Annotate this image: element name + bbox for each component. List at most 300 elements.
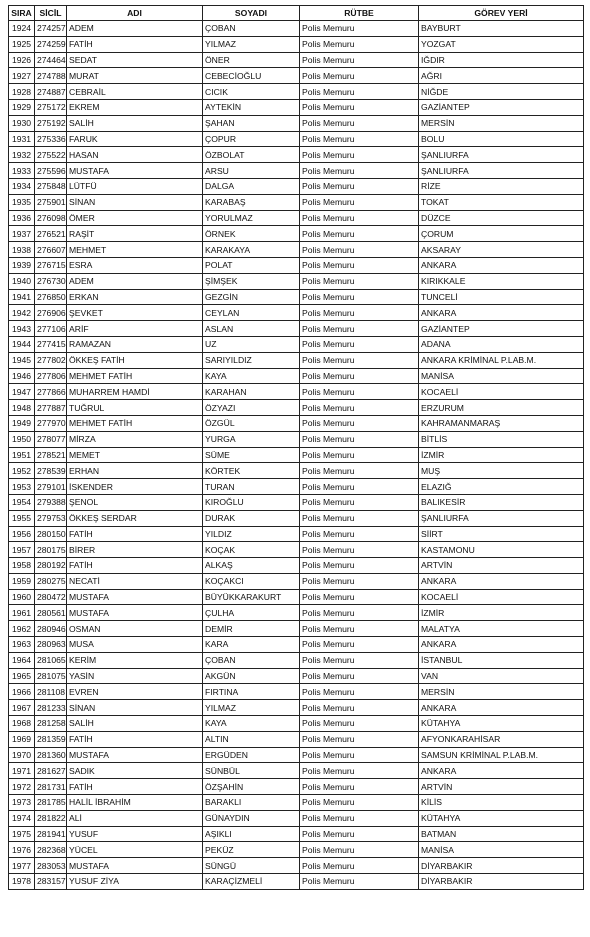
- soyadi-cell: ÇOBAN: [203, 21, 300, 37]
- sira-cell: 1976: [9, 842, 35, 858]
- table-row: [9, 447, 584, 463]
- sira-cell: 1959: [9, 573, 35, 589]
- gorev-yeri-cell: MERSİN: [419, 115, 584, 131]
- table-row: [9, 621, 584, 637]
- table-row: [9, 526, 584, 542]
- sira-cell: 1972: [9, 779, 35, 795]
- table-row: [9, 400, 584, 416]
- gorev-yeri-cell: MALATYA: [419, 621, 584, 637]
- sicil-cell: 278521: [35, 447, 67, 463]
- sicil-cell: 282368: [35, 842, 67, 858]
- adi-cell: SALİH: [67, 115, 203, 131]
- rutbe-cell: Polis Memuru: [300, 542, 419, 558]
- sira-cell: 1952: [9, 463, 35, 479]
- adi-cell: EKREM: [67, 99, 203, 115]
- sira-cell: 1929: [9, 99, 35, 115]
- soyadi-cell: ÇULHA: [203, 605, 300, 621]
- personnel-table: [8, 5, 584, 890]
- table-row: [9, 589, 584, 605]
- sira-cell: 1948: [9, 400, 35, 416]
- sicil-cell: 280150: [35, 526, 67, 542]
- sicil-cell: 281075: [35, 668, 67, 684]
- gorev-yeri-cell: ERZURUM: [419, 400, 584, 416]
- adi-cell: EVREN: [67, 684, 203, 700]
- adi-cell: ARİF: [67, 321, 203, 337]
- table-row: [9, 842, 584, 858]
- soyadi-cell: DURAK: [203, 510, 300, 526]
- sira-cell: 1951: [9, 447, 35, 463]
- rutbe-cell: Polis Memuru: [300, 400, 419, 416]
- sira-cell: 1950: [9, 431, 35, 447]
- soyadi-cell: BARAKLI: [203, 795, 300, 811]
- adi-cell: ŞENOL: [67, 494, 203, 510]
- soyadi-cell: SÜME: [203, 447, 300, 463]
- soyadi-cell: AYTEKİN: [203, 99, 300, 115]
- sira-cell: 1964: [9, 652, 35, 668]
- gorev-yeri-cell: AKSARAY: [419, 242, 584, 258]
- table-row: [9, 352, 584, 368]
- table-row: [9, 826, 584, 842]
- gorev-yeri-cell: AĞRI: [419, 68, 584, 84]
- table-row: [9, 21, 584, 37]
- gorev-yeri-cell: KİLİS: [419, 795, 584, 811]
- gorev-yeri-cell: ARTVİN: [419, 558, 584, 574]
- soyadi-cell: AŞIKLI: [203, 826, 300, 842]
- table-row: [9, 874, 584, 890]
- table-row: [9, 763, 584, 779]
- rutbe-cell: Polis Memuru: [300, 305, 419, 321]
- rutbe-cell: Polis Memuru: [300, 242, 419, 258]
- sira-cell: 1962: [9, 621, 35, 637]
- table-row: [9, 115, 584, 131]
- header-rutbe: RÜTBE: [300, 6, 419, 21]
- rutbe-cell: Polis Memuru: [300, 147, 419, 163]
- gorev-yeri-cell: GAZİANTEP: [419, 321, 584, 337]
- rutbe-cell: Polis Memuru: [300, 510, 419, 526]
- table-row: [9, 242, 584, 258]
- sira-cell: 1954: [9, 494, 35, 510]
- soyadi-cell: KARABAŞ: [203, 194, 300, 210]
- rutbe-cell: Polis Memuru: [300, 447, 419, 463]
- soyadi-cell: ERGÜDEN: [203, 747, 300, 763]
- soyadi-cell: KARA: [203, 637, 300, 653]
- table-row: [9, 368, 584, 384]
- gorev-yeri-cell: ANKARA: [419, 700, 584, 716]
- sicil-cell: 281108: [35, 684, 67, 700]
- table-row: [9, 858, 584, 874]
- table-row: [9, 573, 584, 589]
- adi-cell: ŞEVKET: [67, 305, 203, 321]
- soyadi-cell: KÖRTEK: [203, 463, 300, 479]
- table-row: [9, 731, 584, 747]
- gorev-yeri-cell: SİİRT: [419, 526, 584, 542]
- sira-cell: 1960: [9, 589, 35, 605]
- adi-cell: ÖMER: [67, 210, 203, 226]
- adi-cell: SİNAN: [67, 700, 203, 716]
- rutbe-cell: Polis Memuru: [300, 194, 419, 210]
- sicil-cell: 275596: [35, 163, 67, 179]
- table-row: [9, 716, 584, 732]
- sicil-cell: 280275: [35, 573, 67, 589]
- table-row: [9, 637, 584, 653]
- soyadi-cell: ÇOBAN: [203, 652, 300, 668]
- table-row: [9, 510, 584, 526]
- gorev-yeri-cell: SAMSUN KRİMİNAL P.LAB.M.: [419, 747, 584, 763]
- soyadi-cell: GÜNAYDIN: [203, 810, 300, 826]
- table-row: [9, 668, 584, 684]
- gorev-yeri-cell: ELAZIĞ: [419, 479, 584, 495]
- table-row: [9, 273, 584, 289]
- gorev-yeri-cell: KAHRAMANMARAŞ: [419, 415, 584, 431]
- gorev-yeri-cell: ŞANLIURFA: [419, 510, 584, 526]
- sira-cell: 1939: [9, 257, 35, 273]
- adi-cell: MEHMET FATİH: [67, 415, 203, 431]
- soyadi-cell: POLAT: [203, 257, 300, 273]
- sira-cell: 1957: [9, 542, 35, 558]
- gorev-yeri-cell: KOCAELİ: [419, 384, 584, 400]
- adi-cell: FARUK: [67, 131, 203, 147]
- personnel-list-sheet: [8, 5, 583, 890]
- rutbe-cell: Polis Memuru: [300, 210, 419, 226]
- gorev-yeri-cell: AFYONKARAHİSAR: [419, 731, 584, 747]
- soyadi-cell: DEMİR: [203, 621, 300, 637]
- sira-cell: 1977: [9, 858, 35, 874]
- soyadi-cell: GEZGİN: [203, 289, 300, 305]
- sira-cell: 1975: [9, 826, 35, 842]
- adi-cell: FATİH: [67, 526, 203, 542]
- header-soyadi: SOYADI: [203, 6, 300, 21]
- sicil-cell: 281233: [35, 700, 67, 716]
- gorev-yeri-cell: YOZGAT: [419, 36, 584, 52]
- table-row: [9, 68, 584, 84]
- table-row: [9, 99, 584, 115]
- gorev-yeri-cell: ANKARA: [419, 637, 584, 653]
- soyadi-cell: KAYA: [203, 716, 300, 732]
- table-body: [9, 21, 584, 890]
- gorev-yeri-cell: ŞANLIURFA: [419, 163, 584, 179]
- adi-cell: SEDAT: [67, 52, 203, 68]
- soyadi-cell: KOÇAK: [203, 542, 300, 558]
- adi-cell: FATİH: [67, 731, 203, 747]
- table-row: [9, 542, 584, 558]
- sicil-cell: 278539: [35, 463, 67, 479]
- table-row: [9, 163, 584, 179]
- rutbe-cell: Polis Memuru: [300, 84, 419, 100]
- gorev-yeri-cell: KÜTAHYA: [419, 810, 584, 826]
- table-row: [9, 494, 584, 510]
- gorev-yeri-cell: DÜZCE: [419, 210, 584, 226]
- sicil-cell: 281360: [35, 747, 67, 763]
- soyadi-cell: BÜYÜKKARAKURT: [203, 589, 300, 605]
- adi-cell: MUSTAFA: [67, 747, 203, 763]
- rutbe-cell: Polis Memuru: [300, 810, 419, 826]
- sicil-cell: 274259: [35, 36, 67, 52]
- gorev-yeri-cell: KASTAMONU: [419, 542, 584, 558]
- sira-cell: 1924: [9, 21, 35, 37]
- adi-cell: ERKAN: [67, 289, 203, 305]
- table-row: [9, 194, 584, 210]
- adi-cell: LÜTFÜ: [67, 178, 203, 194]
- sicil-cell: 275192: [35, 115, 67, 131]
- gorev-yeri-cell: DİYARBAKIR: [419, 874, 584, 890]
- sira-cell: 1930: [9, 115, 35, 131]
- sira-cell: 1936: [9, 210, 35, 226]
- sira-cell: 1938: [9, 242, 35, 258]
- adi-cell: HASAN: [67, 147, 203, 163]
- table-row: [9, 210, 584, 226]
- adi-cell: MEHMET FATİH: [67, 368, 203, 384]
- rutbe-cell: Polis Memuru: [300, 700, 419, 716]
- sicil-cell: 276730: [35, 273, 67, 289]
- rutbe-cell: Polis Memuru: [300, 431, 419, 447]
- adi-cell: FATİH: [67, 779, 203, 795]
- soyadi-cell: DALGA: [203, 178, 300, 194]
- soyadi-cell: ÖZYAZI: [203, 400, 300, 416]
- rutbe-cell: Polis Memuru: [300, 558, 419, 574]
- table-row: [9, 321, 584, 337]
- sicil-cell: 281359: [35, 731, 67, 747]
- sicil-cell: 280963: [35, 637, 67, 653]
- adi-cell: MEMET: [67, 447, 203, 463]
- sira-cell: 1967: [9, 700, 35, 716]
- sira-cell: 1956: [9, 526, 35, 542]
- soyadi-cell: TURAN: [203, 479, 300, 495]
- gorev-yeri-cell: MANİSA: [419, 842, 584, 858]
- gorev-yeri-cell: BİTLİS: [419, 431, 584, 447]
- gorev-yeri-cell: MERSİN: [419, 684, 584, 700]
- table-row: [9, 84, 584, 100]
- rutbe-cell: Polis Memuru: [300, 463, 419, 479]
- adi-cell: MUHARREM HAMDİ: [67, 384, 203, 400]
- rutbe-cell: Polis Memuru: [300, 652, 419, 668]
- sira-cell: 1965: [9, 668, 35, 684]
- table-row: [9, 52, 584, 68]
- gorev-yeri-cell: TOKAT: [419, 194, 584, 210]
- table-row: [9, 131, 584, 147]
- rutbe-cell: Polis Memuru: [300, 115, 419, 131]
- soyadi-cell: YILDIZ: [203, 526, 300, 542]
- soyadi-cell: FIRTINA: [203, 684, 300, 700]
- soyadi-cell: YURGA: [203, 431, 300, 447]
- rutbe-cell: Polis Memuru: [300, 131, 419, 147]
- gorev-yeri-cell: BATMAN: [419, 826, 584, 842]
- adi-cell: OSMAN: [67, 621, 203, 637]
- rutbe-cell: Polis Memuru: [300, 479, 419, 495]
- sira-cell: 1943: [9, 321, 35, 337]
- soyadi-cell: KARAHAN: [203, 384, 300, 400]
- sicil-cell: 279753: [35, 510, 67, 526]
- adi-cell: TUĞRUL: [67, 400, 203, 416]
- sira-cell: 1953: [9, 479, 35, 495]
- adi-cell: FATİH: [67, 36, 203, 52]
- adi-cell: KERİM: [67, 652, 203, 668]
- adi-cell: CEBRAİL: [67, 84, 203, 100]
- soyadi-cell: ARSU: [203, 163, 300, 179]
- rutbe-cell: Polis Memuru: [300, 526, 419, 542]
- table-row: [9, 605, 584, 621]
- adi-cell: MUSTAFA: [67, 858, 203, 874]
- rutbe-cell: Polis Memuru: [300, 415, 419, 431]
- soyadi-cell: SÜNGÜ: [203, 858, 300, 874]
- table-row: [9, 810, 584, 826]
- adi-cell: İSKENDER: [67, 479, 203, 495]
- header-row: [9, 6, 584, 21]
- table-row: [9, 384, 584, 400]
- header-sira: SIRA: [9, 6, 35, 21]
- gorev-yeri-cell: ANKARA: [419, 257, 584, 273]
- adi-cell: SİNAN: [67, 194, 203, 210]
- sira-cell: 1973: [9, 795, 35, 811]
- table-row: [9, 257, 584, 273]
- rutbe-cell: Polis Memuru: [300, 336, 419, 352]
- rutbe-cell: Polis Memuru: [300, 289, 419, 305]
- sicil-cell: 275336: [35, 131, 67, 147]
- soyadi-cell: ÖZGÜL: [203, 415, 300, 431]
- soyadi-cell: CICIK: [203, 84, 300, 100]
- adi-cell: YUSUF: [67, 826, 203, 842]
- soyadi-cell: KIROĞLU: [203, 494, 300, 510]
- table-row: [9, 305, 584, 321]
- sicil-cell: 281785: [35, 795, 67, 811]
- sicil-cell: 281627: [35, 763, 67, 779]
- sicil-cell: 279388: [35, 494, 67, 510]
- sicil-cell: 275522: [35, 147, 67, 163]
- rutbe-cell: Polis Memuru: [300, 257, 419, 273]
- sicil-cell: 280192: [35, 558, 67, 574]
- sicil-cell: 283157: [35, 874, 67, 890]
- sira-cell: 1932: [9, 147, 35, 163]
- soyadi-cell: ÖRNEK: [203, 226, 300, 242]
- rutbe-cell: Polis Memuru: [300, 779, 419, 795]
- sicil-cell: 281731: [35, 779, 67, 795]
- gorev-yeri-cell: MUŞ: [419, 463, 584, 479]
- soyadi-cell: ŞİMŞEK: [203, 273, 300, 289]
- table-row: [9, 747, 584, 763]
- rutbe-cell: Polis Memuru: [300, 842, 419, 858]
- gorev-yeri-cell: TUNCELİ: [419, 289, 584, 305]
- rutbe-cell: Polis Memuru: [300, 763, 419, 779]
- gorev-yeri-cell: KIRIKKALE: [419, 273, 584, 289]
- rutbe-cell: Polis Memuru: [300, 637, 419, 653]
- sicil-cell: 277106: [35, 321, 67, 337]
- sira-cell: 1955: [9, 510, 35, 526]
- adi-cell: MİRZA: [67, 431, 203, 447]
- gorev-yeri-cell: ŞANLIURFA: [419, 147, 584, 163]
- sicil-cell: 277415: [35, 336, 67, 352]
- soyadi-cell: ÖZBOLAT: [203, 147, 300, 163]
- sicil-cell: 279101: [35, 479, 67, 495]
- sicil-cell: 276715: [35, 257, 67, 273]
- gorev-yeri-cell: VAN: [419, 668, 584, 684]
- soyadi-cell: KAYA: [203, 368, 300, 384]
- sira-cell: 1978: [9, 874, 35, 890]
- sira-cell: 1966: [9, 684, 35, 700]
- gorev-yeri-cell: MANİSA: [419, 368, 584, 384]
- sira-cell: 1942: [9, 305, 35, 321]
- adi-cell: MUSTAFA: [67, 589, 203, 605]
- rutbe-cell: Polis Memuru: [300, 731, 419, 747]
- table-row: [9, 431, 584, 447]
- adi-cell: ERHAN: [67, 463, 203, 479]
- adi-cell: YÜCEL: [67, 842, 203, 858]
- table-row: [9, 147, 584, 163]
- rutbe-cell: Polis Memuru: [300, 226, 419, 242]
- sira-cell: 1941: [9, 289, 35, 305]
- adi-cell: MURAT: [67, 68, 203, 84]
- adi-cell: FATİH: [67, 558, 203, 574]
- gorev-yeri-cell: İZMİR: [419, 447, 584, 463]
- sicil-cell: 274257: [35, 21, 67, 37]
- gorev-yeri-cell: GAZİANTEP: [419, 99, 584, 115]
- rutbe-cell: Polis Memuru: [300, 384, 419, 400]
- sicil-cell: 277806: [35, 368, 67, 384]
- table-row: [9, 463, 584, 479]
- sira-cell: 1946: [9, 368, 35, 384]
- soyadi-cell: UZ: [203, 336, 300, 352]
- gorev-yeri-cell: BAYBURT: [419, 21, 584, 37]
- sira-cell: 1971: [9, 763, 35, 779]
- sicil-cell: 277970: [35, 415, 67, 431]
- soyadi-cell: KARAÇİZMELİ: [203, 874, 300, 890]
- gorev-yeri-cell: ARTVİN: [419, 779, 584, 795]
- gorev-yeri-cell: KOCAELİ: [419, 589, 584, 605]
- header-gorev-yeri: GÖREV YERİ: [419, 6, 584, 21]
- sira-cell: 1963: [9, 637, 35, 653]
- adi-cell: MUSTAFA: [67, 163, 203, 179]
- rutbe-cell: Polis Memuru: [300, 747, 419, 763]
- sicil-cell: 281065: [35, 652, 67, 668]
- rutbe-cell: Polis Memuru: [300, 52, 419, 68]
- adi-cell: RAMAZAN: [67, 336, 203, 352]
- gorev-yeri-cell: BALIKESİR: [419, 494, 584, 510]
- gorev-yeri-cell: DİYARBAKIR: [419, 858, 584, 874]
- soyadi-cell: CEYLAN: [203, 305, 300, 321]
- sicil-cell: 280175: [35, 542, 67, 558]
- soyadi-cell: KARAKAYA: [203, 242, 300, 258]
- gorev-yeri-cell: ANKARA: [419, 763, 584, 779]
- adi-cell: ADEM: [67, 273, 203, 289]
- rutbe-cell: Polis Memuru: [300, 273, 419, 289]
- sicil-cell: 274887: [35, 84, 67, 100]
- gorev-yeri-cell: ANKARA KRİMİNAL P.LAB.M.: [419, 352, 584, 368]
- soyadi-cell: ÖZŞAHİN: [203, 779, 300, 795]
- rutbe-cell: Polis Memuru: [300, 68, 419, 84]
- gorev-yeri-cell: ANKARA: [419, 305, 584, 321]
- gorev-yeri-cell: RİZE: [419, 178, 584, 194]
- table-row: [9, 36, 584, 52]
- rutbe-cell: Polis Memuru: [300, 826, 419, 842]
- table-row: [9, 178, 584, 194]
- soyadi-cell: YILMAZ: [203, 36, 300, 52]
- rutbe-cell: Polis Memuru: [300, 368, 419, 384]
- sicil-cell: 276850: [35, 289, 67, 305]
- rutbe-cell: Polis Memuru: [300, 668, 419, 684]
- gorev-yeri-cell: İZMİR: [419, 605, 584, 621]
- table-row: [9, 684, 584, 700]
- sira-cell: 1968: [9, 716, 35, 732]
- sira-cell: 1958: [9, 558, 35, 574]
- rutbe-cell: Polis Memuru: [300, 21, 419, 37]
- soyadi-cell: ALKAŞ: [203, 558, 300, 574]
- adi-cell: MUSTAFA: [67, 605, 203, 621]
- table-row: [9, 652, 584, 668]
- gorev-yeri-cell: BOLU: [419, 131, 584, 147]
- rutbe-cell: Polis Memuru: [300, 795, 419, 811]
- gorev-yeri-cell: NİĞDE: [419, 84, 584, 100]
- table-row: [9, 479, 584, 495]
- rutbe-cell: Polis Memuru: [300, 716, 419, 732]
- adi-cell: SADIK: [67, 763, 203, 779]
